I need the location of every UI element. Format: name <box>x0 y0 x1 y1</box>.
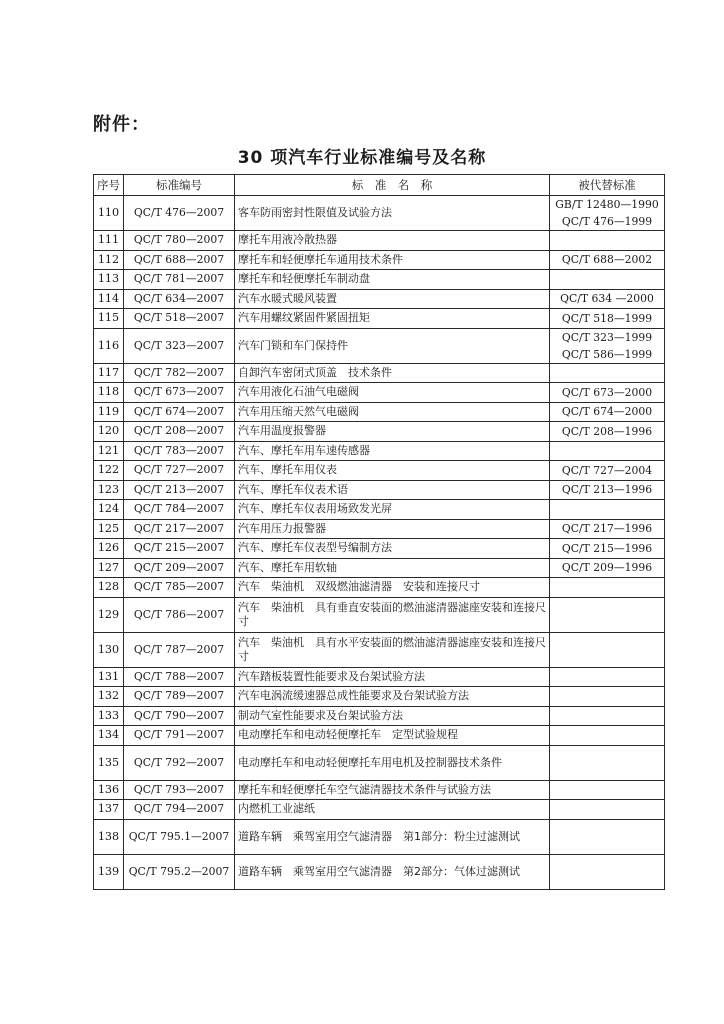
replaced-standard: QC/T 518—1999 <box>561 311 653 325</box>
row-seq: 115 <box>94 309 124 329</box>
header-replaced: 被代替标准 <box>550 175 665 196</box>
replaced-standard: QC/T 727—2004 <box>561 463 653 477</box>
row-replaced-standards <box>550 539 665 559</box>
row-standard-code: QC/T 213—2007 <box>124 480 235 500</box>
replaced-standard: QC/T 673—2000 <box>561 385 653 399</box>
header-name: 标 准 名 称 <box>235 175 550 196</box>
row-standard-code: QC/T 634—2007 <box>124 289 235 309</box>
document-title: 30 项汽车行业标准编号及名称 <box>237 148 487 168</box>
replaced-standard: QC/T 688—2002 <box>561 253 653 267</box>
table-row <box>94 558 665 578</box>
table-row <box>94 687 665 707</box>
row-standard-code: QC/T 476—2007 <box>124 196 235 231</box>
row-replaced-standards <box>550 726 665 746</box>
row-seq: 137 <box>94 800 124 820</box>
row-seq: 133 <box>94 706 124 726</box>
replaced-standard: QC/T 323—1999 <box>561 330 653 344</box>
table-row <box>94 539 665 559</box>
table-row <box>94 328 665 363</box>
replaced-standard: QC/T 674—2000 <box>561 405 653 419</box>
table-row <box>94 461 665 481</box>
row-seq: 131 <box>94 667 124 687</box>
row-standard-name: 电动摩托车和电动轻便摩托车用电机及控制器技术条件 <box>235 745 550 780</box>
row-standard-code: QC/T 781—2007 <box>124 270 235 290</box>
row-seq: 136 <box>94 780 124 800</box>
table-row <box>94 745 665 780</box>
replaced-standard: QC/T 215—1996 <box>561 541 653 555</box>
row-standard-name: 摩托车和轻便摩托车通用技术条件 <box>235 250 550 270</box>
header-seq: 序号 <box>94 175 124 196</box>
row-standard-name: 摩托车和轻便摩托车制动盘 <box>235 270 550 290</box>
row-replaced-standards <box>550 597 665 632</box>
table-row <box>94 422 665 442</box>
row-replaced-standards <box>550 667 665 687</box>
row-standard-name: 汽车、摩托车仪表术语 <box>235 480 550 500</box>
table-row <box>94 383 665 403</box>
table-row <box>94 231 665 251</box>
replaced-standard: GB/T 12480—1990 <box>555 198 659 211</box>
header-code: 标准编号 <box>124 175 235 196</box>
row-replaced-standards <box>550 363 665 383</box>
row-standard-code: QC/T 787—2007 <box>124 632 235 667</box>
row-replaced-standards <box>550 480 665 500</box>
replaced-standard: QC/T 476—1999 <box>561 215 653 228</box>
row-seq: 120 <box>94 422 124 442</box>
row-standard-name: 道路车辆 乘驾室用空气滤清器 第1部分：粉尘过滤测试 <box>235 819 550 854</box>
row-standard-name: 自卸汽车密闭式顶盖 技术条件 <box>235 363 550 383</box>
row-replaced-standards <box>550 422 665 442</box>
row-standard-code: QC/T 780—2007 <box>124 231 235 251</box>
table-row <box>94 363 665 383</box>
row-replaced-standards <box>550 250 665 270</box>
table-body <box>94 196 665 890</box>
row-standard-code: QC/T 792—2007 <box>124 745 235 780</box>
table-row <box>94 667 665 687</box>
replaced-standard: QC/T 634 —2000 <box>560 292 654 306</box>
row-replaced-standards <box>550 270 665 290</box>
row-standard-name: 电动摩托车和电动轻便摩托车 定型试验规程 <box>235 726 550 746</box>
row-standard-code: QC/T 209—2007 <box>124 558 235 578</box>
row-replaced-standards <box>550 706 665 726</box>
table-row <box>94 519 665 539</box>
row-seq: 129 <box>94 597 124 632</box>
row-seq: 111 <box>94 231 124 251</box>
row-replaced-standards <box>550 819 665 854</box>
row-standard-name: 内燃机工业滤纸 <box>235 800 550 820</box>
row-seq: 130 <box>94 632 124 667</box>
row-standard-name: 制动气室性能要求及台架试验方法 <box>235 706 550 726</box>
row-standard-code: QC/T 323—2007 <box>124 328 235 363</box>
replaced-standard: QC/T 209—1996 <box>561 561 653 575</box>
row-standard-name: 汽车、摩托车仪表型号编制方法 <box>235 539 550 559</box>
row-standard-name: 摩托车用液冷散热器 <box>235 231 550 251</box>
row-standard-name: 汽车踏板装置性能要求及台架试验方法 <box>235 667 550 687</box>
row-standard-name: 汽车门锁和车门保持件 <box>235 328 550 363</box>
row-standard-name: 汽车 柴油机 具有水平安装面的燃油滤清器滤座安装和连接尺寸 <box>235 632 550 667</box>
row-seq: 134 <box>94 726 124 746</box>
row-standard-code: QC/T 790—2007 <box>124 706 235 726</box>
row-standard-code: QC/T 208—2007 <box>124 422 235 442</box>
row-replaced-standards <box>550 558 665 578</box>
replaced-standard: QC/T 213—1996 <box>561 483 653 497</box>
row-replaced-standards <box>550 780 665 800</box>
row-standard-name: 汽车 柴油机 双级燃油滤清器 安装和连接尺寸 <box>235 578 550 598</box>
row-replaced-standards <box>550 461 665 481</box>
row-seq: 122 <box>94 461 124 481</box>
row-standard-code: QC/T 785—2007 <box>124 578 235 598</box>
table-row <box>94 597 665 632</box>
table-row <box>94 309 665 329</box>
row-replaced-standards <box>550 196 665 231</box>
row-standard-code: QC/T 793—2007 <box>124 780 235 800</box>
row-seq: 135 <box>94 745 124 780</box>
row-replaced-standards <box>550 441 665 461</box>
table-row <box>94 196 665 231</box>
row-standard-name: 汽车、摩托车用仪表 <box>235 461 550 481</box>
row-seq: 132 <box>94 687 124 707</box>
replaced-standard: QC/T 217—1996 <box>561 522 653 536</box>
table-row <box>94 578 665 598</box>
row-standard-name: 汽车、摩托车用车速传感器 <box>235 441 550 461</box>
row-seq: 110 <box>94 196 124 231</box>
row-replaced-standards <box>550 383 665 403</box>
row-standard-name: 汽车 柴油机 具有垂直安装面的燃油滤清器滤座安装和连接尺寸 <box>235 597 550 632</box>
row-standard-code: QC/T 788—2007 <box>124 667 235 687</box>
row-replaced-standards <box>550 519 665 539</box>
row-standard-code: QC/T 673—2007 <box>124 383 235 403</box>
row-standard-code: QC/T 795.1—2007 <box>124 819 235 854</box>
row-standard-code: QC/T 782—2007 <box>124 363 235 383</box>
row-seq: 118 <box>94 383 124 403</box>
row-replaced-standards <box>550 402 665 422</box>
row-standard-name: 摩托车和轻便摩托车空气滤清器技术条件与试验方法 <box>235 780 550 800</box>
row-replaced-standards <box>550 578 665 598</box>
table-row <box>94 402 665 422</box>
replaced-standard: QC/T 586—1999 <box>561 347 653 361</box>
row-standard-name: 汽车电涡流缓速器总成性能要求及台架试验方法 <box>235 687 550 707</box>
row-seq: 117 <box>94 363 124 383</box>
replaced-standard: QC/T 208—1996 <box>561 424 653 438</box>
row-seq: 114 <box>94 289 124 309</box>
row-seq: 124 <box>94 500 124 520</box>
standards-table <box>93 174 665 890</box>
row-standard-code: QC/T 791—2007 <box>124 726 235 746</box>
row-replaced-standards <box>550 745 665 780</box>
row-standard-name: 汽车用螺纹紧固件紧固扭矩 <box>235 309 550 329</box>
table-row <box>94 500 665 520</box>
row-standard-name: 道路车辆 乘驾室用空气滤清器 第2部分：气体过滤测试 <box>235 854 550 889</box>
table-row <box>94 854 665 889</box>
table-header-row <box>94 175 665 196</box>
table-row <box>94 480 665 500</box>
row-standard-code: QC/T 784—2007 <box>124 500 235 520</box>
row-standard-name: 汽车、摩托车仪表用场致发光屏 <box>235 500 550 520</box>
row-seq: 139 <box>94 854 124 889</box>
attachment-label: 附件： <box>93 114 150 135</box>
row-standard-name: 汽车水暖式暖风装置 <box>235 289 550 309</box>
row-seq: 126 <box>94 539 124 559</box>
row-replaced-standards <box>550 500 665 520</box>
row-seq: 128 <box>94 578 124 598</box>
row-standard-name: 汽车、摩托车用软轴 <box>235 558 550 578</box>
row-replaced-standards <box>550 328 665 363</box>
row-standard-code: QC/T 674—2007 <box>124 402 235 422</box>
row-seq: 125 <box>94 519 124 539</box>
row-seq: 123 <box>94 480 124 500</box>
table-row <box>94 780 665 800</box>
row-standard-code: QC/T 783—2007 <box>124 441 235 461</box>
row-standard-name: 汽车用压力报警器 <box>235 519 550 539</box>
row-seq: 121 <box>94 441 124 461</box>
row-seq: 127 <box>94 558 124 578</box>
row-standard-name: 汽车用温度报警器 <box>235 422 550 442</box>
row-standard-name: 客车防雨密封性限值及试验方法 <box>235 196 550 231</box>
row-standard-code: QC/T 518—2007 <box>124 309 235 329</box>
row-replaced-standards <box>550 231 665 251</box>
row-standard-code: QC/T 786—2007 <box>124 597 235 632</box>
table-row <box>94 726 665 746</box>
row-seq: 112 <box>94 250 124 270</box>
row-standard-name: 汽车用液化石油气电磁阀 <box>235 383 550 403</box>
row-replaced-standards <box>550 687 665 707</box>
row-seq: 138 <box>94 819 124 854</box>
row-standard-code: QC/T 789—2007 <box>124 687 235 707</box>
table-row <box>94 706 665 726</box>
table-row <box>94 800 665 820</box>
row-replaced-standards <box>550 289 665 309</box>
table-row <box>94 250 665 270</box>
row-standard-code: QC/T 688—2007 <box>124 250 235 270</box>
row-standard-code: QC/T 215—2007 <box>124 539 235 559</box>
row-seq: 119 <box>94 402 124 422</box>
row-replaced-standards <box>550 632 665 667</box>
row-standard-code: QC/T 727—2007 <box>124 461 235 481</box>
row-seq: 116 <box>94 328 124 363</box>
table-row <box>94 819 665 854</box>
row-standard-code: QC/T 217—2007 <box>124 519 235 539</box>
row-standard-code: QC/T 794—2007 <box>124 800 235 820</box>
row-standard-code: QC/T 795.2—2007 <box>124 854 235 889</box>
row-replaced-standards <box>550 854 665 889</box>
table-row <box>94 270 665 290</box>
table-row <box>94 289 665 309</box>
row-seq: 113 <box>94 270 124 290</box>
table-row <box>94 441 665 461</box>
row-replaced-standards <box>550 800 665 820</box>
row-standard-name: 汽车用压缩天然气电磁阀 <box>235 402 550 422</box>
row-replaced-standards <box>550 309 665 329</box>
table-row <box>94 632 665 667</box>
